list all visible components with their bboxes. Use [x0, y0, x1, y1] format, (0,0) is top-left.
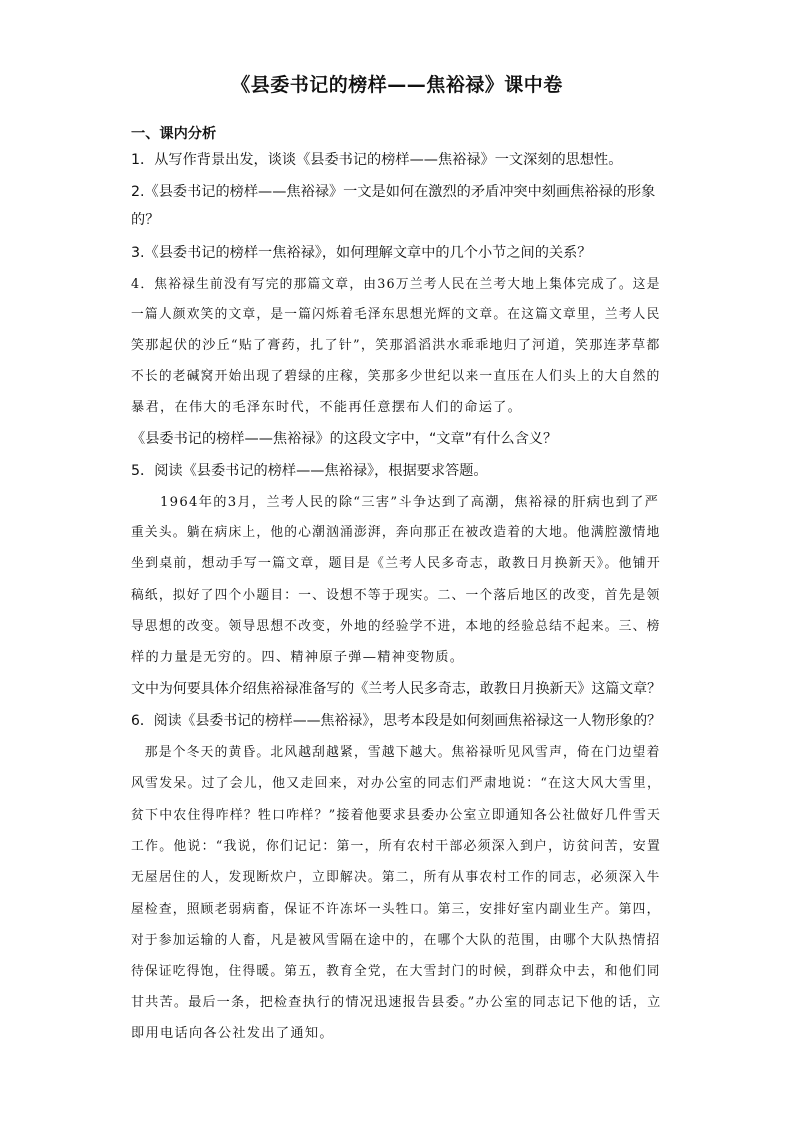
- passage-5-line: 重关头。躺在病床上，他的心潮汹涌澎湃，奔向那正在被改造着的大地。他满腔激情地: [131, 525, 661, 540]
- passage-6-line: 屋检查，照顾老弱病畜，保证不许冻坏一头牲口。第三，安排好室内副业生产。第四，: [131, 902, 661, 917]
- passage-5-line: 样的力量是无穷的。四、精神原子弹—精神变物质。: [131, 650, 465, 665]
- passage-4-line: 一篇人颜欢笑的文章，是一篇闪烁着毛泽东思想光辉的文章。在这篇文章里，兰考人民: [131, 307, 661, 322]
- passage-5-line: 1964年的3月，兰考人民的除“三害”斗争达到了高潮，焦裕禄的肝病也到了严: [131, 495, 660, 510]
- passage-4-line: 不长的老碱窝开始出现了碧绿的庄稼，笑那多少世纪以来一直压在人们头上的大自然的: [131, 369, 661, 384]
- passage-6-line: 风雪发呆。过了会儿，他又走回来，对办公室的同志们严肃地说：“在这大风大雪里，: [131, 776, 662, 791]
- passage-6-line: 工作。他说：“我说，你们记记：第一，所有农村干部必须深入到户，访贫问苦，安置: [131, 839, 662, 854]
- passage-6-line: 甘共苦。最后一条，把检查执行的情况迅速报告县委。”办公室的同志记下他的话，立: [131, 995, 662, 1010]
- passage-6-line: 贫下中农住得咋样？牲口咋样？”接着他要求县委办公室立即通知各公社做好几件雪天: [131, 808, 662, 823]
- passage-6-line: 待保证吃得饱，住得暖。第五，教育全党，在大雪封门的时候，到群众中去，和他们同: [131, 964, 661, 979]
- passage-4-line: 暴君，在伟大的毛泽东时代，不能再任意摆布人们的命运了。: [131, 400, 523, 415]
- question-6: 6．阅读《县委书记的榜样——焦裕禄》，思考本段是如何刻画焦裕禄这一人物形象的？: [131, 713, 662, 729]
- question-2-cont: 的？: [131, 212, 160, 228]
- passage-6-line: 无屋居住的人，发现断炊户，立即解决。第二，所有从事农村工作的同志，必须深入牛: [131, 870, 661, 885]
- document-title: 《县委书记的榜样——焦裕禄》课中卷: [231, 74, 563, 96]
- passage-5-line: 稿纸，拟好了四个小题目：一、设想不等于现实。二、一个落后地区的改变，首先是领: [131, 588, 661, 603]
- passage-4-line: 4．焦裕禄生前没有写完的那篇文章，由36万兰考人民在兰考大地上集体完成了。这是: [131, 277, 661, 292]
- passage-6-line: 那是个冬天的黄昏。北风越刮越紧，雪越下越大。焦裕禄听见风雪声，倚在门边望着: [131, 745, 661, 760]
- passage-5-line: 坐到桌前，想动手写一篇文章，题目是《兰考人民多奇志，敢教日月换新天》。他铺开: [131, 556, 661, 571]
- passage-6-line: 即用电话向各公社发出了通知。: [131, 1026, 334, 1041]
- passage-5-line: 导思想的改变。领导思想不改变，外地的经验学不进，本地的经验总结不起来。三、榜: [131, 619, 661, 634]
- question-3: 3.《县委书记的榜样一焦裕禄》，如何理解文章中的几个小节之间的关系？: [131, 245, 592, 261]
- question-5-prompt: 文中为何要具体介绍焦裕禄准备写的《兰考人民多奇志，敢教日月换新天》这篇文章？: [131, 681, 662, 697]
- question-1: 1．从写作背景出发，谈谈《县委书记的榜样——焦裕禄》一文深刻的思想性。: [131, 152, 623, 168]
- passage-4-line: 笑那起伏的沙丘“贴了膏药，扎了针”，笑那滔滔洪水乖乖地归了河道，笑那连茅草都: [131, 338, 661, 353]
- question-4-prompt: 《县委书记的榜样——焦裕禄》的这段文字中，“文章”有什么含义？: [131, 431, 558, 447]
- question-5: 5．阅读《县委书记的榜样——焦裕禄》，根据要求答题。: [131, 463, 488, 479]
- passage-6-line: 对于参加运输的人畜，凡是被风雪隔在途中的，在哪个大队的范围，由哪个大队热情招: [131, 933, 661, 948]
- section-heading: 一、课内分析: [131, 126, 217, 142]
- question-2: 2.《县委书记的榜样——焦裕禄》一文是如何在激烈的矛盾冲突中刻画焦裕禄的形象: [131, 184, 656, 200]
